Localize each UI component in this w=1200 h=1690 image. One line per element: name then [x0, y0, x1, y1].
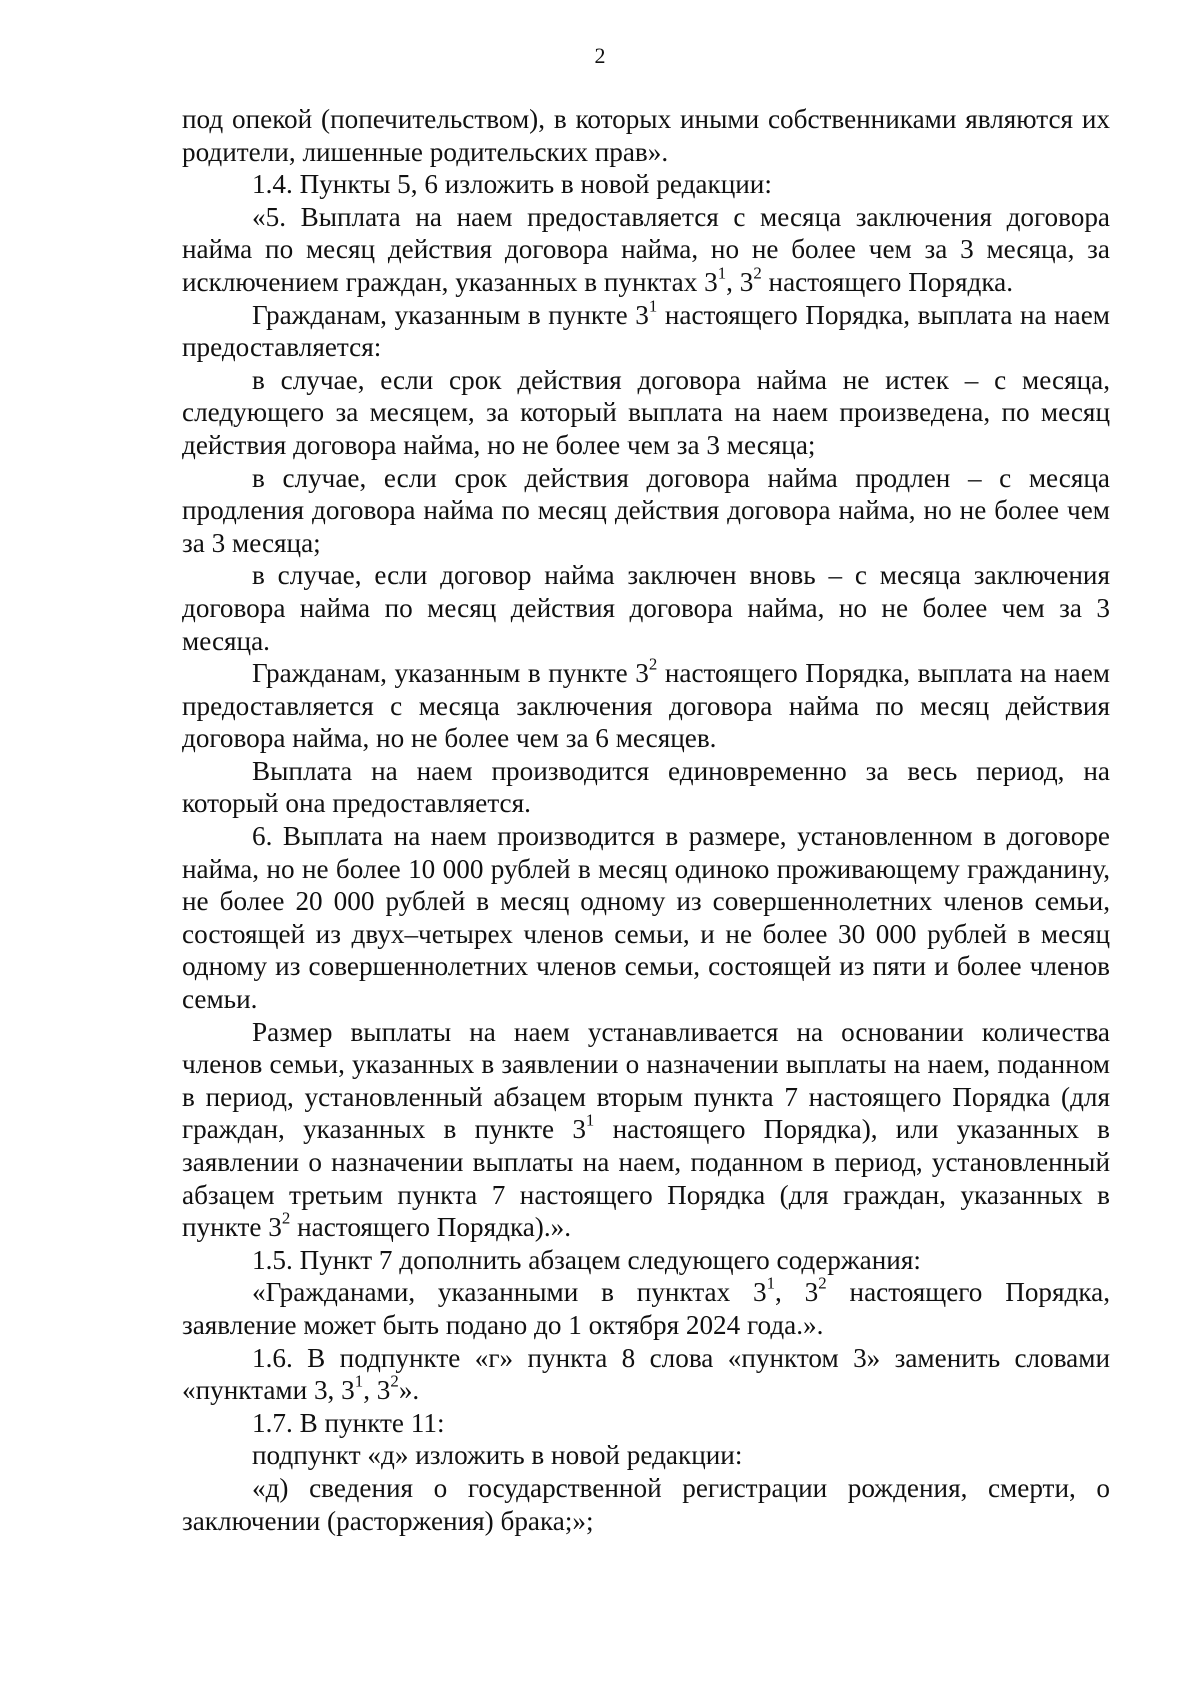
- paragraph: [182, 1016, 1110, 1244]
- text-run: , 3: [775, 1277, 819, 1308]
- paragraph: «д) сведения о государственной регистрации рождения, смерти, о заключении (расторжения) брака;»;: [182, 1472, 1110, 1536]
- paragraph: 6. Выплата на наем производится в размере, установленном в договоре найма, но не более 10 000 рублей в месяц одиноко проживающему гражданину, не более 20 000 рублей в месяц одному из совершеннолетних членов семьи, состоящей из двух–четырех членов семьи, и не более 30 000 рублей в месяц одному из совершеннолетних членов семьи, состоящей из пяти и более членов семьи.: [182, 821, 1110, 1015]
- text-run: «Гражданами, указанными в пунктах 3: [252, 1277, 767, 1308]
- text-run: Размер выплаты на наем устанавливается на основании количества членов семьи, указанных в заявлении о назначении выплаты на наем, поданном в период, установленный абзацем вторым пункта 7 настоящего Порядка (для граждан, указанных в пункте 3: [182, 1016, 1110, 1145]
- superscript: 2: [281, 1208, 291, 1228]
- text-run: настоящего Порядка, выплата на наем предоставляется с месяца заключения договора найма по месяц действия договора найма, но не более чем за 6 месяцев.: [182, 658, 1110, 754]
- paragraph: [182, 201, 1110, 299]
- paragraph: под опекой (попечительством), в которых иными собственниками являются их родители, лишенные родительских прав».: [182, 104, 1110, 167]
- paragraph: [182, 295, 1110, 364]
- text-run: настоящего Порядка, заявление может быть подано до 1 октября 2024 года.».: [182, 1277, 1111, 1340]
- page-number: 2: [594, 43, 606, 68]
- paragraph: в случае, если срок действия договора найма не истек – с месяца, следующего за месяцем, за который выплата на наем произведена, по месяц действия договора найма, но не более чем за 3 месяца;: [182, 364, 1110, 460]
- paragraph: 1.5. Пункт 7 дополнить абзацем следующего содержания:: [252, 1244, 921, 1275]
- superscript: 2: [818, 1273, 827, 1293]
- superscript: 1: [648, 295, 658, 315]
- text-run: настоящего Порядка).».: [290, 1212, 572, 1243]
- text-run: настоящего Порядка.: [761, 266, 1014, 297]
- text-run: Гражданам, указанным в пункте 3: [252, 658, 649, 689]
- document-body: [182, 103, 1110, 1537]
- paragraph: 1.7. В пункте 11:: [252, 1407, 445, 1438]
- paragraph: в случае, если срок действия договора найма продлен – с месяца продления договора найма по месяц действия договора найма, но не более чем за 3 месяца;: [182, 462, 1110, 558]
- text-run: Гражданам, указанным в пункте 3: [252, 299, 649, 330]
- superscript: 2: [390, 1371, 399, 1391]
- paragraph: 1.4. Пункты 5, 6 изложить в новой редакции:: [252, 169, 772, 200]
- text-run: , 3: [726, 266, 754, 297]
- superscript: 1: [717, 263, 727, 283]
- superscript: 2: [648, 654, 658, 674]
- superscript: 1: [354, 1371, 364, 1391]
- paragraph: [182, 654, 1110, 755]
- text-run: ».: [398, 1375, 420, 1406]
- paragraph: Выплата на наем производится единовременно за весь период, на который она предоставляется.: [182, 755, 1110, 819]
- superscript: 1: [585, 1110, 595, 1130]
- text-run: 1.6. В подпункте «г» пункта 8 слова «пунктом 3» заменить словами «пунктами 3, 3: [182, 1342, 1110, 1406]
- superscript: 2: [753, 263, 762, 283]
- paragraph: в случае, если договор найма заключен вновь – с месяца заключения договора найма по месяц действия договора найма, но не более чем за 3 месяца.: [182, 560, 1110, 656]
- text-run: «5. Выплата на наем предоставляется с месяца заключения договора найма по месяц действия договора найма, но не более чем за 3 месяца, за исключением граждан, указанных в пунктах 3: [182, 201, 1110, 297]
- superscript: 1: [766, 1273, 776, 1293]
- paragraph: [182, 1273, 1111, 1341]
- text-run: , 3: [363, 1375, 391, 1406]
- paragraph: подпункт «д» изложить в новой редакции:: [252, 1440, 743, 1471]
- text-run: настоящего Порядка, выплата на наем предоставляется:: [182, 299, 1110, 363]
- text-run: настоящего Порядка), или указанных в заявлении о назначении выплаты на наем, поданном в период, установленный абзацем третьим пункта 7 настоящего Порядка (для граждан, указанных в пункте 3: [182, 1114, 1110, 1243]
- paragraph: [182, 1342, 1110, 1407]
